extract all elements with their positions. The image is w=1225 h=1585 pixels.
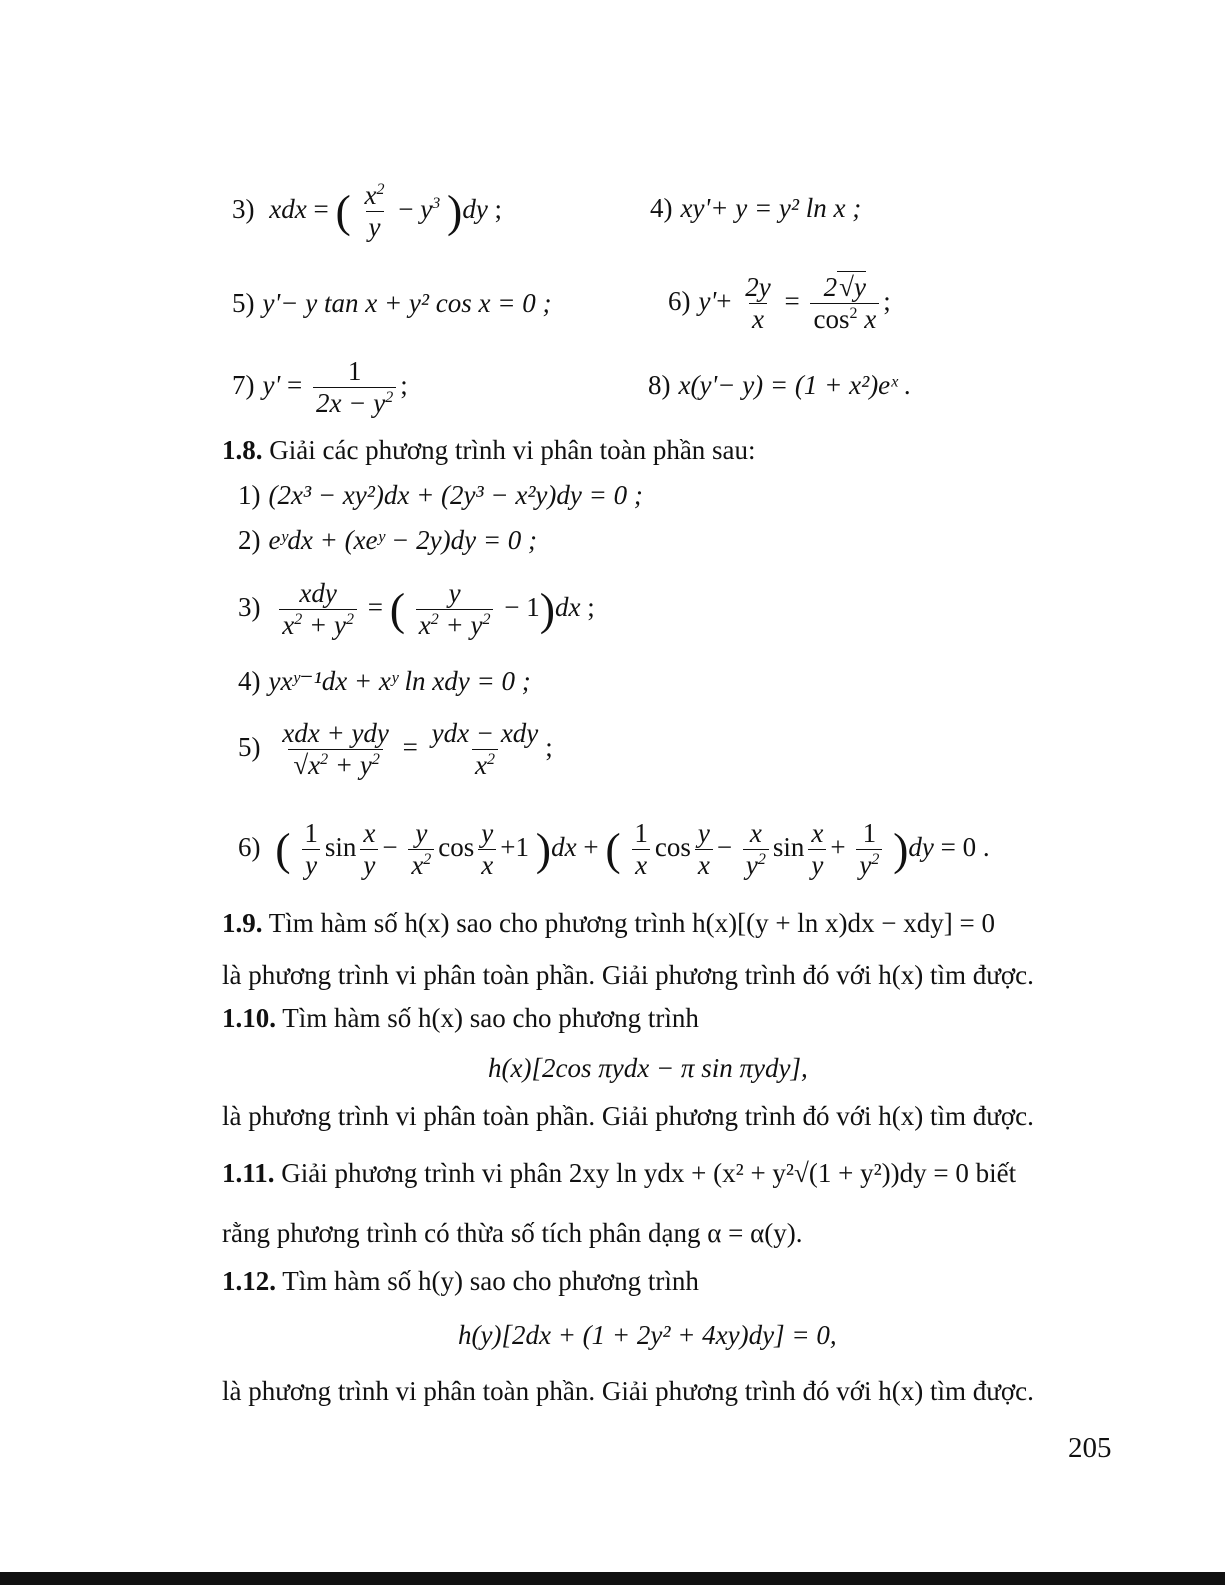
ex18-item-1: 1) (2x³ − xy²)dx + (2y³ − x²y)dy = 0 ; [238,480,643,510]
exercise-number: 1.9. [222,908,263,938]
ex17-item-3-label: 3) [232,193,255,224]
fraction: $\frac{2√y}{\cos^2 x}$ [810,272,879,335]
ex18-item-3: 3) $\frac{\text{xdy}}{x^2 + y^2}$ = ( $\frac{y}{x^2 + y^2}$ − 1)dx ; [238,578,595,641]
fraction: $\frac{\text{xdx + ydy}}{√x^2 + y^2}$ [282,718,389,781]
ex110-line-2: là phương trình vi phân toàn phần. Giải phương trình đó với h(x) tìm được. [222,1101,1034,1131]
exercise-number: 1.12. [222,1266,276,1296]
ex17-item-5: 5) y'− y tan x + y² cos x = 0 ; [232,288,552,318]
ex18-item-5: 5) $\frac{\text{xdx + ydy}}{√x^2 + y^2}$ = $\frac{\text{ydx − xdy}}{x^2}$ ; [238,718,553,781]
ex17-item-3: 3) xdx = ( $\frac{x^2}{y}$ − $y^3$ )dy ; [232,180,503,243]
fraction: $\frac{\text{ydx − xdy}}{x^2}$ [431,718,539,781]
ex19-line-2: là phương trình vi phân toàn phần. Giải phương trình đó với h(x) tìm được. [222,960,1034,990]
exercise-text: Tìm hàm số h(y) sao cho phương trình [282,1266,699,1296]
exercise-number: 1.8. [222,435,263,465]
fraction: $\frac{y}{x^2 + y^2}$ [416,578,494,641]
ex19-line-1 [222,910,995,937]
ex17-item-6: 6) y'+ $\frac{2y}{x}$ = $\frac{2√y}{\cos^2 x}$ ; [668,272,891,335]
ex18-item-4: 4) yxʸ⁻¹dx + xʸ ln xdy = 0 ; [238,666,531,696]
ex111-line-2: rằng phương trình có thừa số tích phân dạng α = α(y). [222,1218,803,1248]
exercise-number: 1.11. [222,1158,275,1188]
exercise-text: Tìm hàm số h(x) sao cho phương trình [282,1003,699,1033]
exercise-text: Tìm hàm số h(x) sao cho phương trình h(x)[(y + ln x)dx − xdy] = 0 [268,908,995,938]
ex112-formula: h(y)[2dx + (1 + 2y² + 4xy)dy] = 0, [458,1320,837,1350]
ex17-item-8: 8) x(y'− y) = (1 + x²)eˣ . [648,370,912,400]
fraction: $\frac{\text{xdy}}{x^2 + y^2}$ [279,578,357,641]
ex111-line-1 [222,1160,1016,1187]
fraction: $\frac{2y}{x}$ [745,272,771,335]
bottom-scan-border [0,1572,1225,1585]
exercise-text: Giải các phương trình vi phân toàn phần sau: [269,435,756,465]
ex18-heading [222,437,756,464]
fraction: $\frac{1}{2x - y^2}$ [313,356,396,419]
exercise-text: Giải phương trình vi phân 2xy ln ydx + (x² + y²√(1 + y²))dy = 0 biết [281,1158,1017,1188]
ex110-line-1 [222,1005,699,1032]
ex17-item-7: 7) y' = $\frac{1}{2x - y^2}$ ; [232,356,408,419]
ex112-line-2: là phương trình vi phân toàn phần. Giải phương trình đó với h(x) tìm được. [222,1376,1034,1406]
page-number: 205 [1068,1432,1112,1464]
ex17-item-4: 4) xy'+ y = y² ln x ; [650,193,862,223]
ex110-formula: h(x)[2cos πydx − π sin πydy], [488,1053,808,1083]
fraction: $\frac{x^2}{y}$ [364,180,385,243]
ex18-item-6: 6) ( $\frac{1}{y}$ sin $\frac{x}{y}$ − $\frac{y}{x^2}$ cos $\frac{y}{x}$ +1 )dx + ( $\frac{1}{x}$ cos $\frac{y}{x}$ − $\frac{x}{y^2}$ sin $\frac{x}{y}$ + $\frac{1}{y^2}$ )dy = 0 . [238,818,990,881]
exercise-number: 1.10. [222,1003,276,1033]
ex112-line-1 [222,1268,699,1295]
ex18-item-2: 2) eʸdx + (xeʸ − 2y)dy = 0 ; [238,525,538,555]
